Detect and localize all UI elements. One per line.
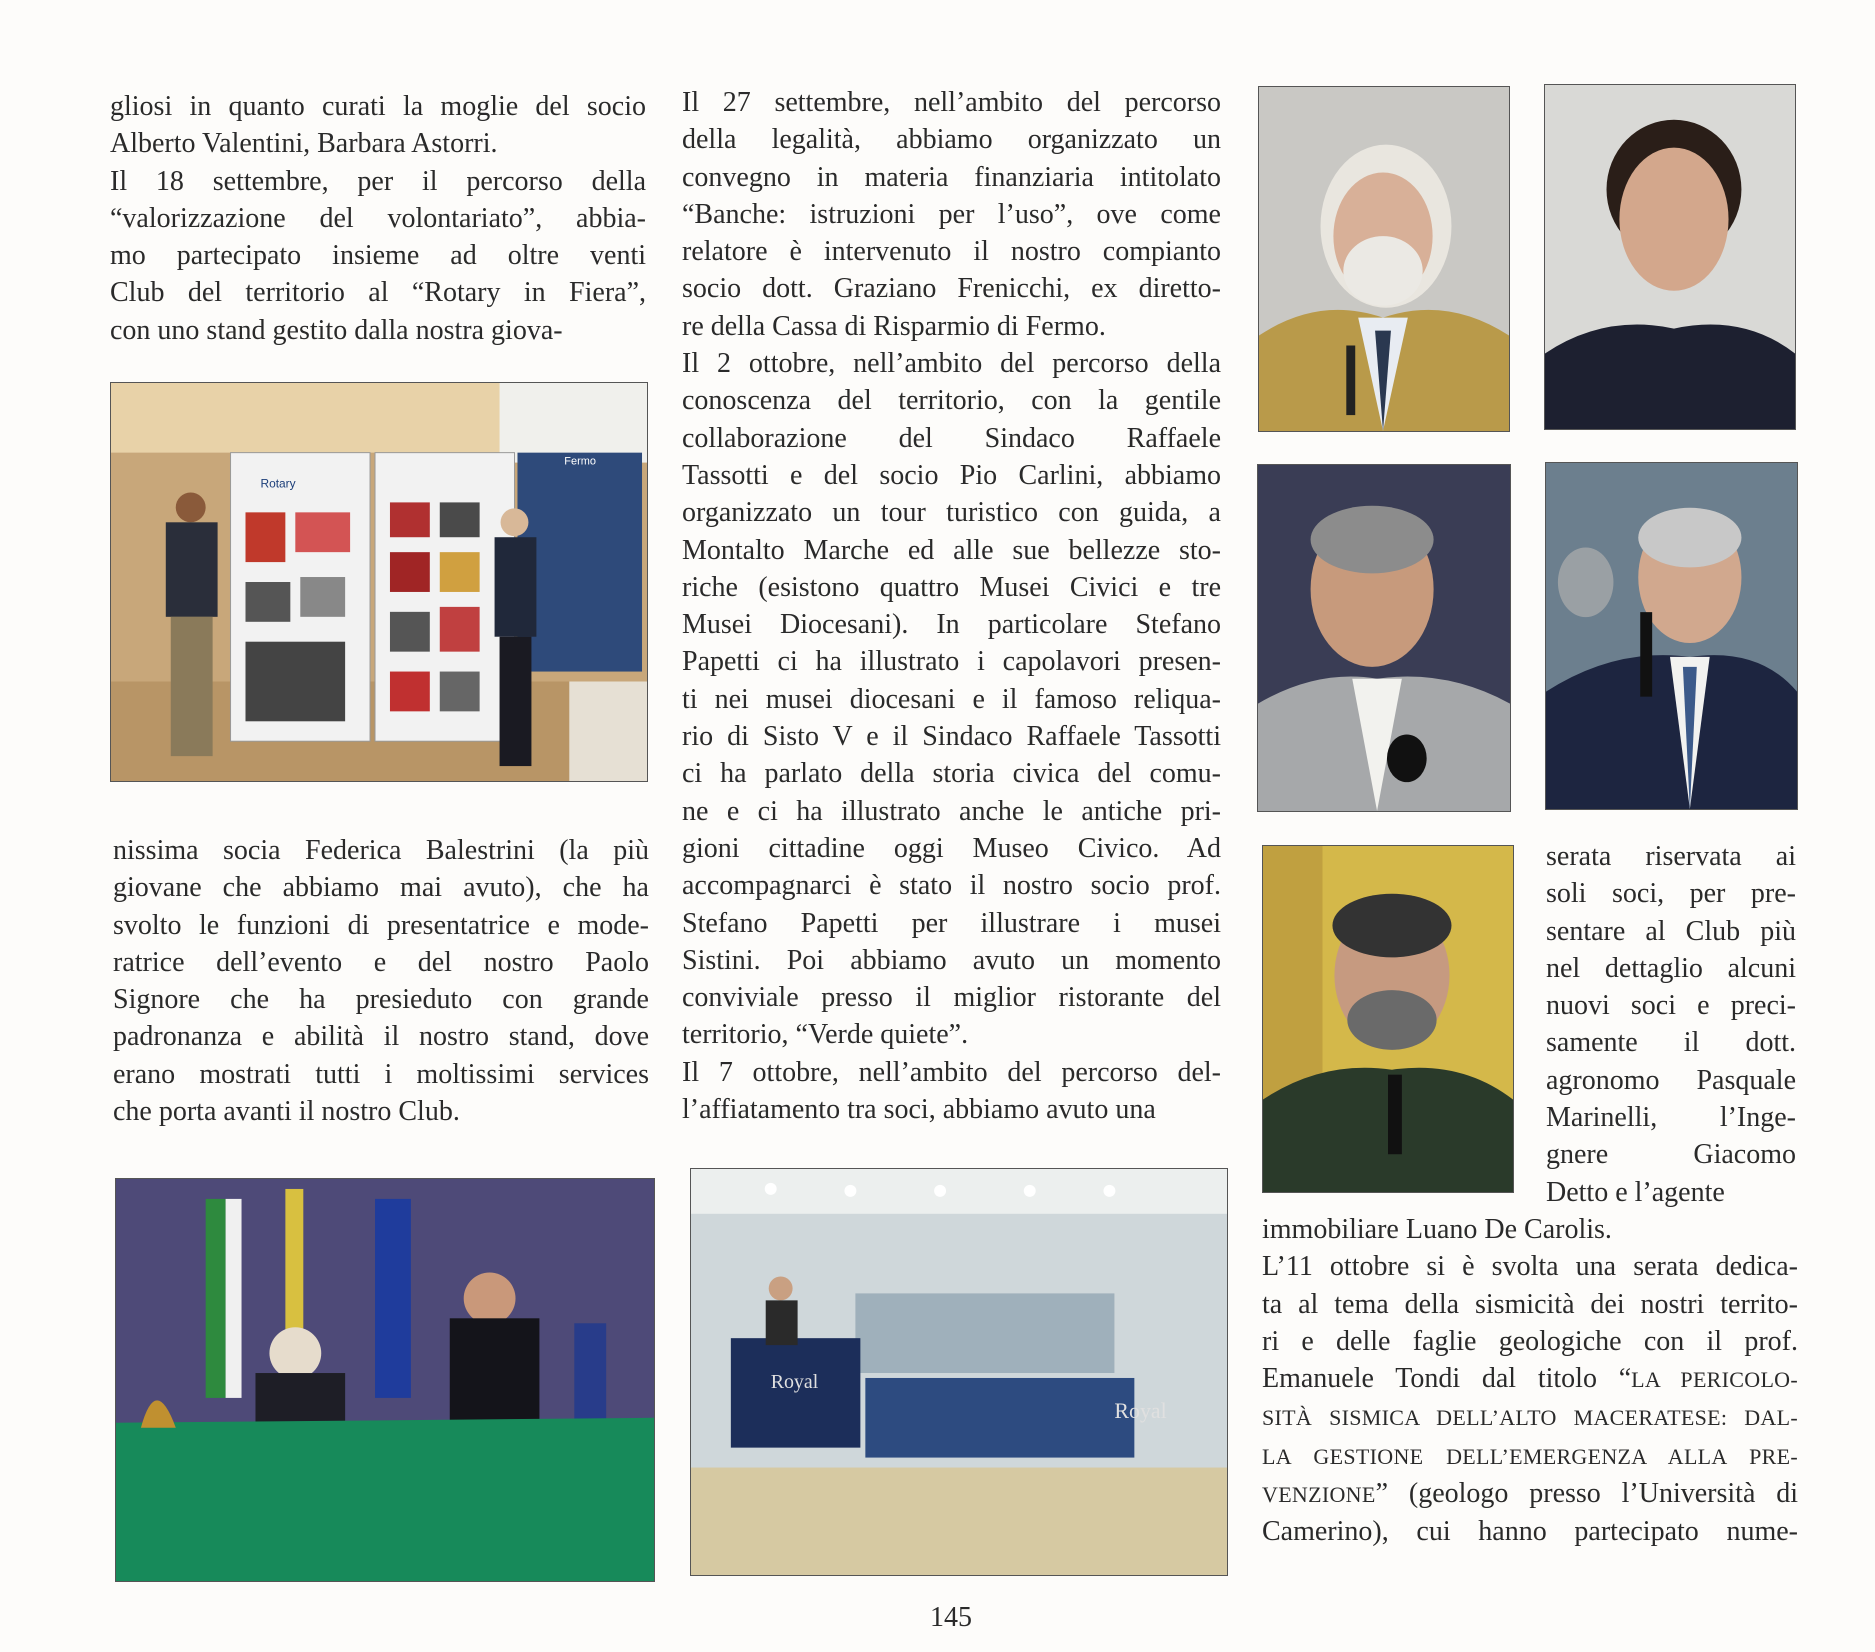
text-line: serata riservata ai [1546,841,1796,872]
column-right-narrow [1546,838,1796,1211]
text-line: gliosi in quanto curati la moglie del socio [110,91,646,122]
photo-speaker-3 [1257,464,1511,812]
text-line: padronanza e abilità il nostro stand, dove [113,1021,649,1053]
booth-banner-text: Rotary [260,476,296,491]
text-line: conoscenza del territorio, con la gentile [682,385,1221,417]
text-line: “valorizzazione del volontariato”, abbia- [110,202,646,234]
text-line: svolto le funzioni di presentatrice e mode- [113,909,649,941]
text-line: ratrice dell’evento e del nostro Paolo [113,946,649,978]
text-line: Signore che ha presieduto con grande [113,984,649,1016]
text-line [1262,1475,1798,1513]
text-line: mo partecipato insieme ad oltre venti [110,240,646,272]
text-line: Stefano Papetti per illustrare i musei [682,907,1221,939]
photo-speaker-1 [1258,86,1510,432]
text-line: conviviale presso il miglior ristorante del [682,982,1221,1014]
text-line: sentare al Club più [1546,915,1796,947]
text-line: della legalità, abbiamo organizzato un [682,124,1221,156]
text-line: Sistini. Poi abbiamo avuto un momento [682,944,1221,976]
text-line: Papetti ci ha illustrato i capolavori presen- [682,646,1221,678]
text-line [1262,1437,1798,1475]
text-line: collaborazione del Sindaco Raffaele [682,422,1221,454]
text-line: ti nei musei diocesani e il famoso reliqua- [682,683,1221,715]
text-line: ta al tema della sismicità dei nostri territo- [1262,1288,1798,1320]
text-line: nel dettaglio alcuni [1546,952,1796,984]
text-line: che porta avanti il nostro Club. [113,1096,460,1128]
text-line: ri e delle faglie geologiche con il prof. [1262,1325,1798,1357]
text-line: soli soci, per pre- [1546,878,1796,910]
text-line: Il 7 ottobre, nell’ambito del percorso del- [682,1056,1221,1088]
text-line: riche (esistono quattro Musei Civici e tre [682,571,1221,603]
text-line: “Banche: istruzioni per l’uso”, ove come [682,198,1221,230]
text-line: Detto e l’agente [1546,1176,1725,1208]
text-line: l’affiatamento tra soci, abbiamo avuto una [682,1094,1156,1126]
text-line: Camerino), cui hanno partecipato nume- [1262,1516,1798,1548]
text-line: convegno in materia finanziaria intitolato [682,161,1221,193]
text-line: Club del territorio al “Rotary in Fiera”, [110,277,646,309]
text-line: relatore è intervenuto il nostro compianto [682,236,1221,268]
text-line: L’11 ottobre si è svolta una serata dedica- [1262,1251,1798,1283]
text-line [1262,1398,1798,1436]
photo-speaker-5 [1262,845,1514,1193]
text-fragment: Emanuele Tondi dal titolo “ [1262,1363,1632,1395]
text-line: samente il dott. [1546,1027,1796,1059]
text-line: agronomo Pasquale [1546,1064,1796,1096]
page-number: 145 [930,1602,972,1633]
column-left-bottom [113,832,649,1130]
text-line: immobiliare Luano De Carolis. [1262,1214,1612,1245]
text-line: Il 18 settembre, per il percorso della [110,165,646,197]
photo-speaker-2 [1544,84,1796,430]
text-line: Alberto Valentini, Barbara Astorri. [110,128,498,160]
text-line: territorio, “Verde quiete”. [682,1019,969,1051]
text-line: ci ha parlato della storia civica del comu- [682,758,1221,790]
text-line: accompagnarci è stato il nostro socio prof. [682,870,1221,902]
text-line: Tassotti e del socio Pio Carlini, abbiamo [682,459,1221,491]
text-line: nissima socia Federica Balestrini (la più [113,835,649,866]
text-line: rio di Sisto V e il Sindaco Raffaele Tassotti [682,721,1221,753]
column-middle [682,84,1221,1128]
text-line: re della Cassa di Risparmio di Fermo. [682,310,1106,342]
hotel-logo-text-2: Royal [1114,1397,1167,1423]
photo-speaker-4 [1545,462,1798,810]
photo-rotary-booth [110,382,648,782]
text-line: Il 2 ottobre, nell’ambito del percorso della [682,348,1221,380]
hotel-logo-text-1: Royal [770,1370,819,1393]
title-small-caps: LA PERICOLO- [1631,1367,1798,1393]
text-line: Il 27 settembre, nell’ambito del percorso [682,87,1221,118]
column-right-wide [1262,1211,1798,1551]
text-line: gnere Giacomo [1546,1139,1796,1171]
text-line: ne e ci ha illustrato anche le antiche pri- [682,795,1221,827]
text-line: giovane che abbiamo mai avuto), che ha [113,872,649,904]
text-line: Marinelli, l’Inge- [1546,1102,1796,1134]
title-small-caps: LA GESTIONE DELL’EMERGENZA ALLA PRE- [1262,1443,1798,1469]
booth-sign-text: Fermo [564,455,596,468]
text-line [1262,1360,1798,1398]
text-line: organizzato un tour turistico con guida, a [682,497,1221,529]
text-line: socio dott. Graziano Frenicchi, ex diretto- [682,273,1221,305]
photo-conference-table [115,1178,655,1582]
text-line: nuovi soci e preci- [1546,990,1796,1022]
text-line: Musei Diocesani). In particolare Stefano [682,609,1221,641]
text-line: Montalto Marche ed alle sue bellezze sto- [682,534,1221,566]
text-line: gioni cittadine oggi Museo Civico. Ad [682,832,1221,864]
text-line: con uno stand gestito dalla nostra giova- [110,314,563,346]
title-small-caps: SITÀ SISMICA DELL’ALTO MACERATESE: DAL- [1262,1405,1798,1431]
text-line: erano mostrati tutti i moltissimi services [113,1058,649,1090]
photo-hotel-conference [690,1168,1228,1576]
column-left-top [110,88,646,349]
text-fragment: ” (geologo presso l’Università di [1375,1478,1798,1510]
title-small-caps: VENZIONE [1262,1482,1376,1508]
